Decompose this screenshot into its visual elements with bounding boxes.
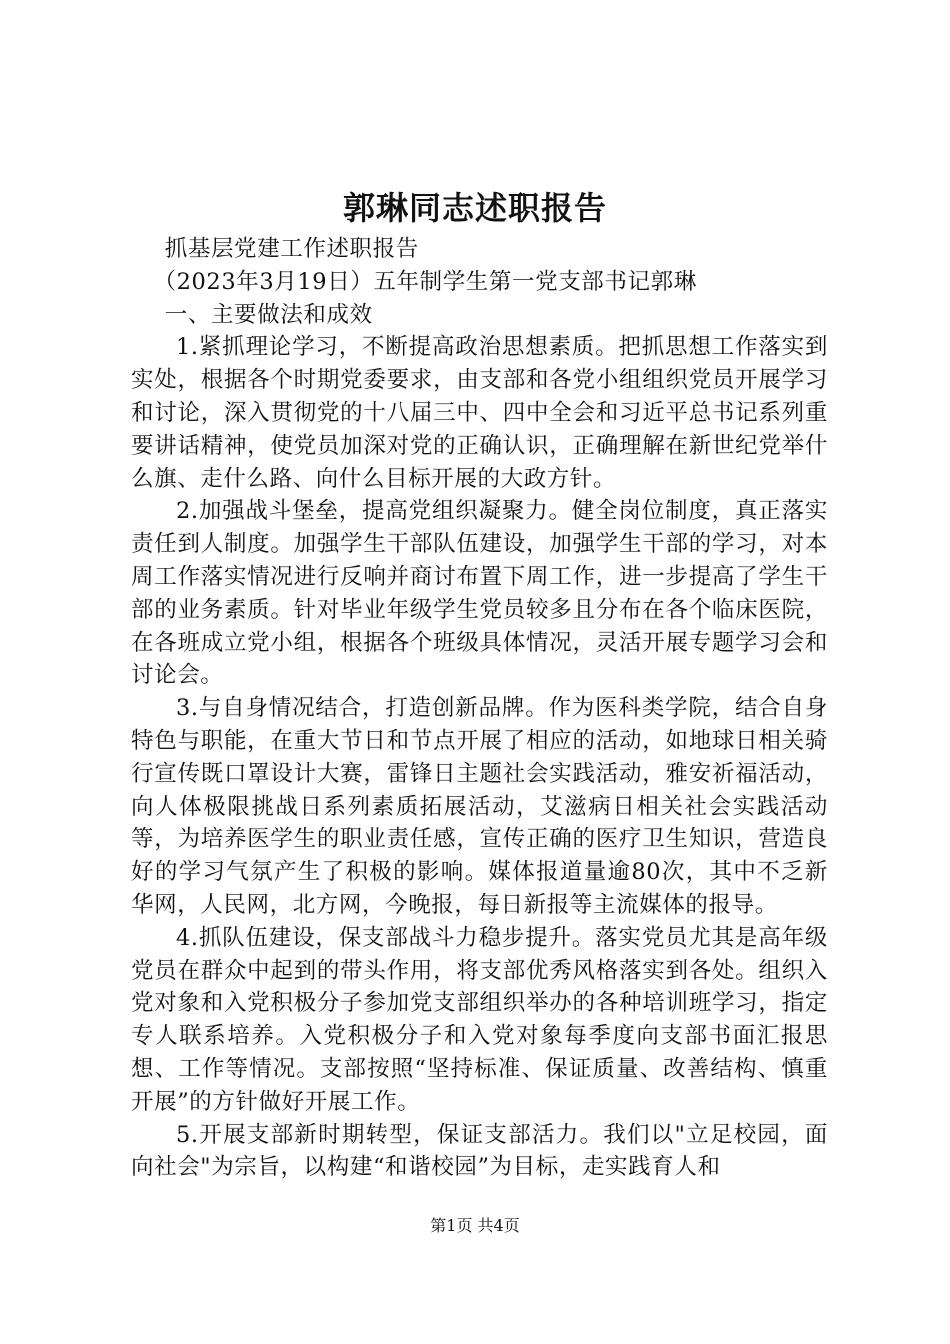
section-heading: 一、主要做法和成效 — [164, 301, 373, 328]
date-author-line: （2023年3月19日）五年制学生第一党支部书记郭琳 — [153, 268, 697, 295]
paragraph-5: 5.开展支部新时期转型，保证支部活力。我们以"立足校园，面向社会"为宗旨，以构建“和谐校园”为目标，走实践育人和 — [131, 1121, 828, 1181]
paragraph-1: 1.紧抓理论学习，不断提高政治思想素质。把抓思想工作落实到实处，根据各个时期党委要求，由支部和各党小组组织党员开展学习和讨论，深入贯彻党的十八届三中、四中全会和习近平总书记系列重要讲话精神，使党员加深对党的正确认识，正确理解在新世纪党举什么旗、走什么路、向什么目标开展的大政方针。 — [131, 334, 828, 492]
report-subtitle: 抓基层党建工作述职报告 — [164, 236, 419, 262]
page-footer: 第1页 共4页 — [430, 1216, 520, 1235]
document-title: 郭琳同志述职报告 — [342, 189, 607, 227]
paragraph-3: 3.与自身情况结合，打造创新品牌。作为医科类学院，结合自身特色与职能，在重大节日和节点开展了相应的活动，如地球日相关骑行宣传既口罩设计大赛，雷锋日主题社会实践活动，雅安祈福活动，向人体极限挑战日系列素质拓展活动，艾滋病日相关社会实践活动等，为培养医学生的职业责任感，宣传正确的医疗卫生知识，营造良好的学习气氛产生了积极的影响。媒体报道量逾80次，其中不乏新华网，人民网，北方网，今晚报，每日新报等主流媒体的报导。 — [131, 695, 828, 918]
document-body — [131, 233, 828, 1184]
paragraph-4: 4.抓队伍建设，保支部战斗力稳步提升。落实党员尤其是高年级党员在群众中起到的带头作用，将支部优秀风格落实到各处。组织入党对象和入党积极分子参加党支部组织举办的各种培训班学习，指定专人联系培养。入党积极分子和入党对象每季度向支部书面汇报思想、工作等情况。支部按照“坚持标准、保证质量、改善结构、慎重开展”的方针做好开展工作。 — [131, 924, 828, 1115]
paragraph-2: 2.加强战斗堡垒，提高党组织凝聚力。健全岗位制度，真正落实责任到人制度。加强学生干部队伍建设，加强学生干部的学习，对本周工作落实情况进行反响并商讨布置下周工作，进一步提高了学生干部的业务素质。针对毕业年级学生党员较多且分布在各个临床医院，在各班成立党小组，根据各个班级具体情况，灵活开展专题学习会和讨论会。 — [131, 498, 828, 689]
